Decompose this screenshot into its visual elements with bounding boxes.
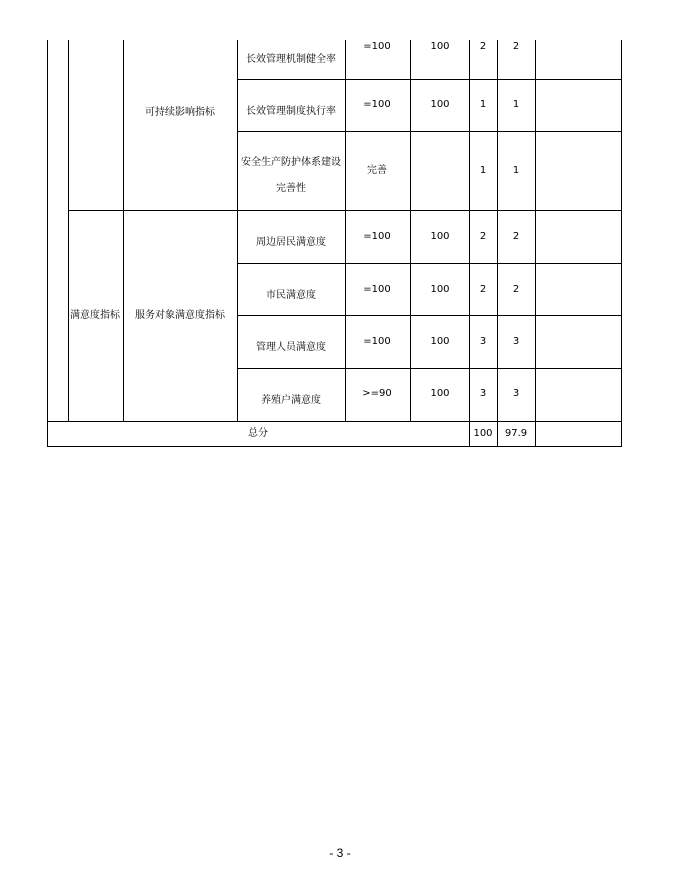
weight-cell: 2	[479, 231, 487, 242]
score-cell: 2	[512, 284, 520, 295]
column-divider	[123, 40, 124, 421]
score-cell: 1	[512, 99, 520, 110]
actual-cell: 100	[430, 388, 450, 399]
actual-cell: 100	[430, 99, 450, 110]
target-cell: =100	[363, 336, 391, 347]
target-cell: 完善	[367, 165, 387, 176]
target-cell: =100	[363, 284, 391, 295]
target-cell: >=90	[362, 388, 392, 399]
score-cell: 3	[512, 388, 520, 399]
total-weight: 100	[473, 428, 493, 439]
total-label: 总分	[248, 428, 268, 439]
row-divider	[237, 79, 621, 80]
column-divider	[68, 40, 69, 421]
row-divider	[237, 131, 621, 132]
score-cell: 3	[512, 336, 520, 347]
indicator-cell: 市民满意度	[266, 290, 316, 301]
column-divider	[497, 40, 498, 447]
level3-indicator-cell: 服务对象满意度指标	[135, 310, 225, 321]
target-cell: =100	[363, 99, 391, 110]
column-divider	[469, 40, 470, 447]
column-divider	[345, 40, 346, 421]
indicator-cell: 养殖户满意度	[261, 395, 321, 406]
row-divider	[237, 263, 621, 264]
weight-cell: 3	[479, 336, 487, 347]
table-border-bottom	[47, 446, 622, 447]
level2-indicator-cell: 满意度指标	[70, 310, 120, 321]
level3-indicator-cell: 可持续影响指标	[145, 107, 215, 118]
actual-cell: 100	[430, 41, 450, 52]
target-cell: =100	[363, 41, 391, 52]
indicator-cell: 长效管理制度执行率	[246, 106, 336, 117]
actual-cell: 100	[430, 231, 450, 242]
column-divider	[535, 40, 536, 447]
weight-cell: 2	[479, 284, 487, 295]
weight-cell: 3	[479, 388, 487, 399]
table-border-left	[47, 40, 48, 447]
score-cell: 2	[512, 231, 520, 242]
column-divider	[410, 40, 411, 421]
indicator-cell: 管理人员满意度	[256, 342, 326, 353]
indicator-cell: 安全生产防护体系建设完善性	[241, 157, 341, 194]
row-divider	[47, 421, 621, 422]
column-divider	[237, 40, 238, 421]
row-divider	[237, 368, 621, 369]
weight-cell: 2	[479, 41, 487, 52]
row-divider	[68, 210, 621, 211]
score-cell: 2	[512, 41, 520, 52]
indicator-cell: 长效管理机制健全率	[246, 54, 336, 65]
target-cell: =100	[363, 231, 391, 242]
total-score: 97.9	[504, 428, 528, 439]
actual-cell: 100	[430, 284, 450, 295]
weight-cell: 1	[479, 99, 487, 110]
score-cell: 1	[512, 165, 520, 176]
page-number: - 3 -	[329, 846, 351, 860]
weight-cell: 1	[479, 165, 487, 176]
row-divider	[237, 315, 621, 316]
table-border-right	[621, 40, 622, 447]
actual-cell: 100	[430, 336, 450, 347]
indicator-cell: 周边居民满意度	[256, 237, 326, 248]
